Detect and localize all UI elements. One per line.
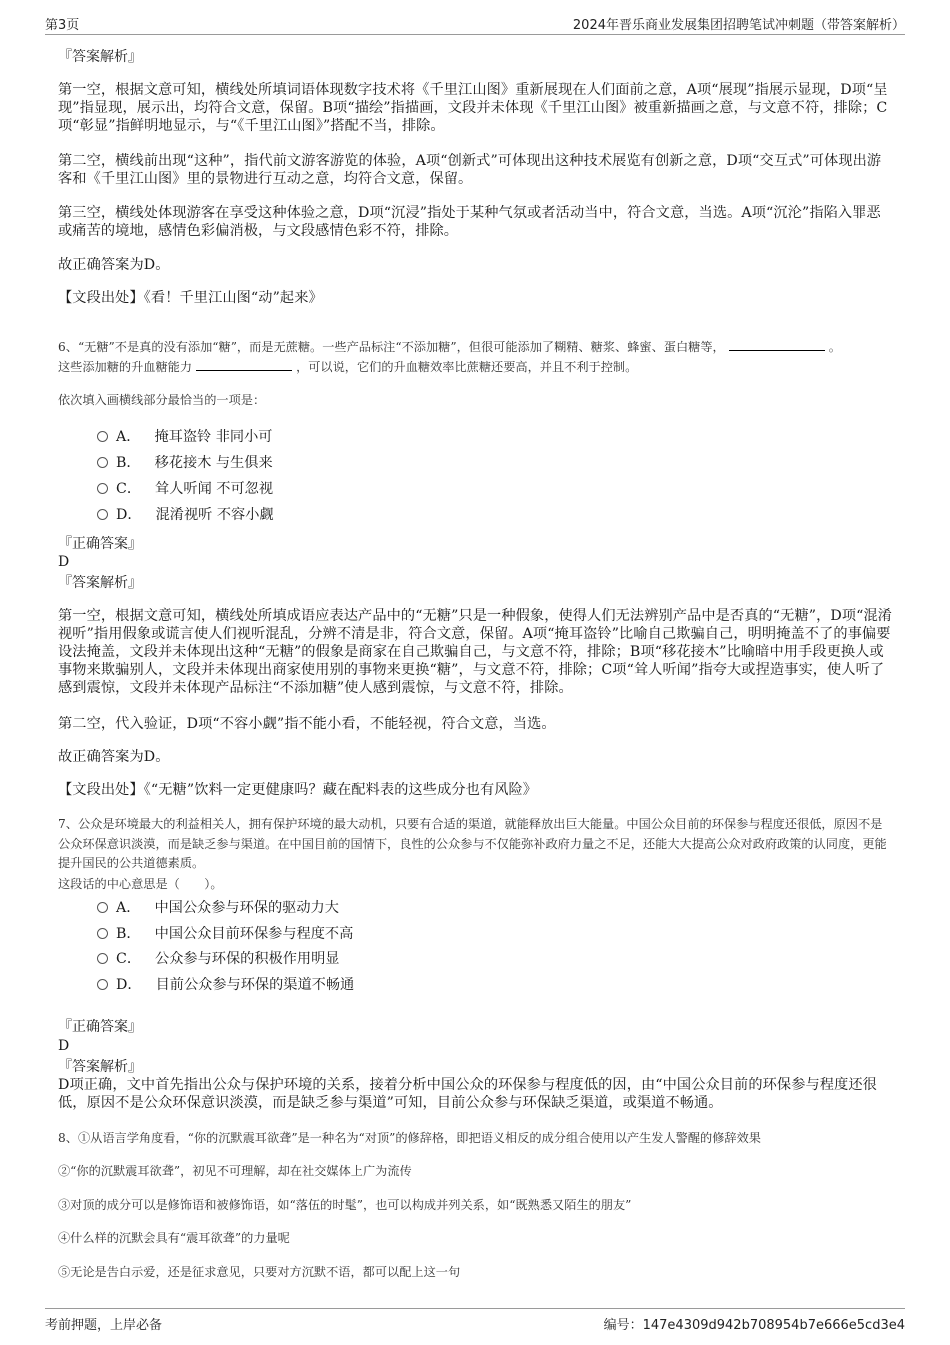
q6-stem-part-b-end: ，可以说，它们的升血糖效率比蔗糖还要高，并且不利于控制。	[296, 359, 638, 374]
q7-analysis-tag: 『答案解析』	[58, 1059, 142, 1075]
q8-item-4: ④什么样的沉默会具有“震耳欲聋”的力量呢	[58, 1231, 290, 1245]
q8-item-1: 8、①从语言学角度看，“你的沉默震耳欲聋”是一种名为“对顶”的修辞格，即把语义相反的成分组合使用以产生发人警醒的修辞效果	[58, 1131, 761, 1145]
q6-option-b[interactable]: B． 移花接木 与生俱来	[97, 454, 273, 472]
q8-item-5: ⑤无论是告白示爱，还是征求意见，只要对方沉默不语，都可以配上这一句	[58, 1265, 461, 1279]
radio-icon[interactable]	[97, 979, 108, 990]
radio-icon[interactable]	[97, 509, 108, 520]
q6-stem-part-a-end: 。	[828, 340, 841, 354]
q7-option-b[interactable]: B． 中国公众目前环保参与程度不高	[97, 925, 353, 943]
radio-icon[interactable]	[97, 483, 108, 494]
q7-stem: 7、公众是环境最大的利益相关人，拥有保护环境的最大动机，只要有合适的渠道，就能释放出巨大能量。中国公众目前的环保参与程度还很低，原因不是公众环保意识淡漠，而是缺乏参与渠道。在中国目前的国情下，良性的公众参与不仅能弥补政府力量之不足，还能大大提高公众对政府政策的认同度，更能提升国民的公共道德素质。	[58, 817, 887, 870]
page-footer	[45, 1308, 905, 1333]
page-header	[45, 12, 905, 35]
q6-source: 【文段出处】《“无糖”饮料一定更健康吗？藏在配料表的这些成分也有风险》	[58, 782, 538, 798]
q5-analysis-tag: 『答案解析』	[58, 49, 142, 65]
q6-stem-part-a: 6、“无糖”不是真的没有添加“糖”，而是无蔗糖。一些产品标注“不添加糖”，但很可能添加了糊精、糖浆、蜂蜜、蛋白糖等，	[58, 340, 725, 354]
document-title: 2024年晋乐商业发展集团招聘笔试冲刺题（带答案解析）	[572, 18, 905, 33]
q6-option-a[interactable]: A． 掩耳盗铃 非同小可	[97, 428, 272, 446]
q6-analysis-tag: 『答案解析』	[58, 575, 142, 591]
q7-ask: 这段话的中心意思是（ ）。	[58, 877, 223, 891]
q6-analysis-p1: 第一空，根据文意可知，横线处所填成语应表达产品中的“无糖”只是一种假象，使得人们无法辨别产品中是否真的“无糖”，D项“混淆视听”指用假象或谎言使人们视听混乱，分辨不清是非，符合文意，保留。A项“掩耳盗铃”比喻自己欺骗自己，明明掩盖不了的事偏要设法掩盖，文段并未体现出这种“无糖”的假象是商家在自己欺骗自己，与文意不符，排除；B项“移花接木”比喻暗中用手段更换人或事物来欺骗别人，文段并未体现出商家使用别的事物来更换“糖”，与文意不符，排除；C项“耸人听闻”指夸大或捏造事实，使人听了感到震惊，文段并未体现产品标注“不添加糖”使人感到震惊，与文意不符，排除。	[58, 608, 893, 696]
q6-stem	[58, 338, 893, 377]
page-number: 第3页	[45, 18, 80, 33]
q6-blank-2	[196, 358, 292, 371]
q8-item-2: ②“你的沉默震耳欲聋”，初见不可理解，却在社交媒体上广为流传	[58, 1164, 412, 1178]
radio-icon[interactable]	[97, 928, 108, 939]
q6-analysis-p2: 第二空，代入验证，D项“不容小觑”指不能小看，不能轻视，符合文意，当选。	[58, 716, 556, 732]
q6-conclusion: 故正确答案为D。	[58, 749, 170, 765]
q5-analysis-p3: 第三空，横线处体现游客在享受这种体验之意，D项“沉浸”指处于某种气氛或者活动当中，符合文意，当选。A项“沉沦”指陷入罪恶或痛苦的境地，感情色彩偏消极，与文段感情色彩不符，排除。	[58, 205, 881, 239]
radio-icon[interactable]	[97, 431, 108, 442]
footer-serial: 编号：147e4309d942b708954b7e666e5cd3e4	[603, 1318, 905, 1333]
q7-analysis: D项正确，文中首先指出公众与保护环境的关系，接着分析中国公众的环保参与程度低的因，由“中国公众目前的环保参与程度还很低，原因不是公众环保意识淡漠，而是缺乏参与渠道”可知，目前公众参与环保缺乏渠道，或渠道不畅通。	[58, 1077, 877, 1111]
q5-conclusion: 故正确答案为D。	[58, 257, 170, 273]
q7-correct-tag: 『正确答案』	[58, 1019, 142, 1035]
q7-option-c[interactable]: C． 公众参与环保的积极作用明显	[97, 950, 340, 968]
q5-analysis-p1: 第一空，根据文意可知，横线处所填词语体现数字技术将《千里江山图》重新展现在人们面前之意，A项“展现”指展示显现，D项“呈现”指显现，展示出，均符合文意，保留。B项“描绘”指描画，文段并未体现《千里江山图》被重新描画之意，与文意不符，排除；C项“彰显”指鲜明地显示，与“《千里江山图》”搭配不当，排除。	[58, 82, 888, 134]
q6-option-d[interactable]: D． 混淆视听 不容小觑	[97, 506, 274, 524]
q6-stem-part-b: 这些添加糖的升血糖能力	[58, 359, 193, 374]
q8-item-3: ③对顶的成分可以是修饰语和被修饰语，如“落伍的时髦”，也可以构成并列关系，如“既熟悉又陌生的朋友”	[58, 1198, 632, 1212]
q6-correct-tag: 『正确答案』	[58, 536, 142, 552]
q6-ask: 依次填入画横线部分最恰当的一项是：	[58, 393, 266, 407]
q7-correct-answer: D	[58, 1038, 70, 1054]
q6-correct-answer: D	[58, 554, 70, 570]
radio-icon[interactable]	[97, 902, 108, 913]
q7-option-a[interactable]: A． 中国公众参与环保的驱动力大	[97, 899, 339, 917]
radio-icon[interactable]	[97, 457, 108, 468]
q5-source: 【文段出处】《看！千里江山图“动”起来》	[58, 290, 323, 306]
q6-blank-1	[729, 338, 825, 351]
q5-analysis-p2: 第二空，横线前出现“这种”，指代前文游客游览的体验，A项“创新式”可体现出这种技术展览有创新之意，D项“交互式”可体现出游客和《千里江山图》里的景物进行互动之意，均符合文意，保留。	[58, 153, 882, 187]
radio-icon[interactable]	[97, 953, 108, 964]
footer-slogan: 考前押题，上岸必备	[45, 1318, 163, 1333]
q6-option-c[interactable]: C． 耸人听闻 不可忽视	[97, 480, 273, 498]
q7-option-d[interactable]: D． 目前公众参与环保的渠道不畅通	[97, 976, 354, 994]
